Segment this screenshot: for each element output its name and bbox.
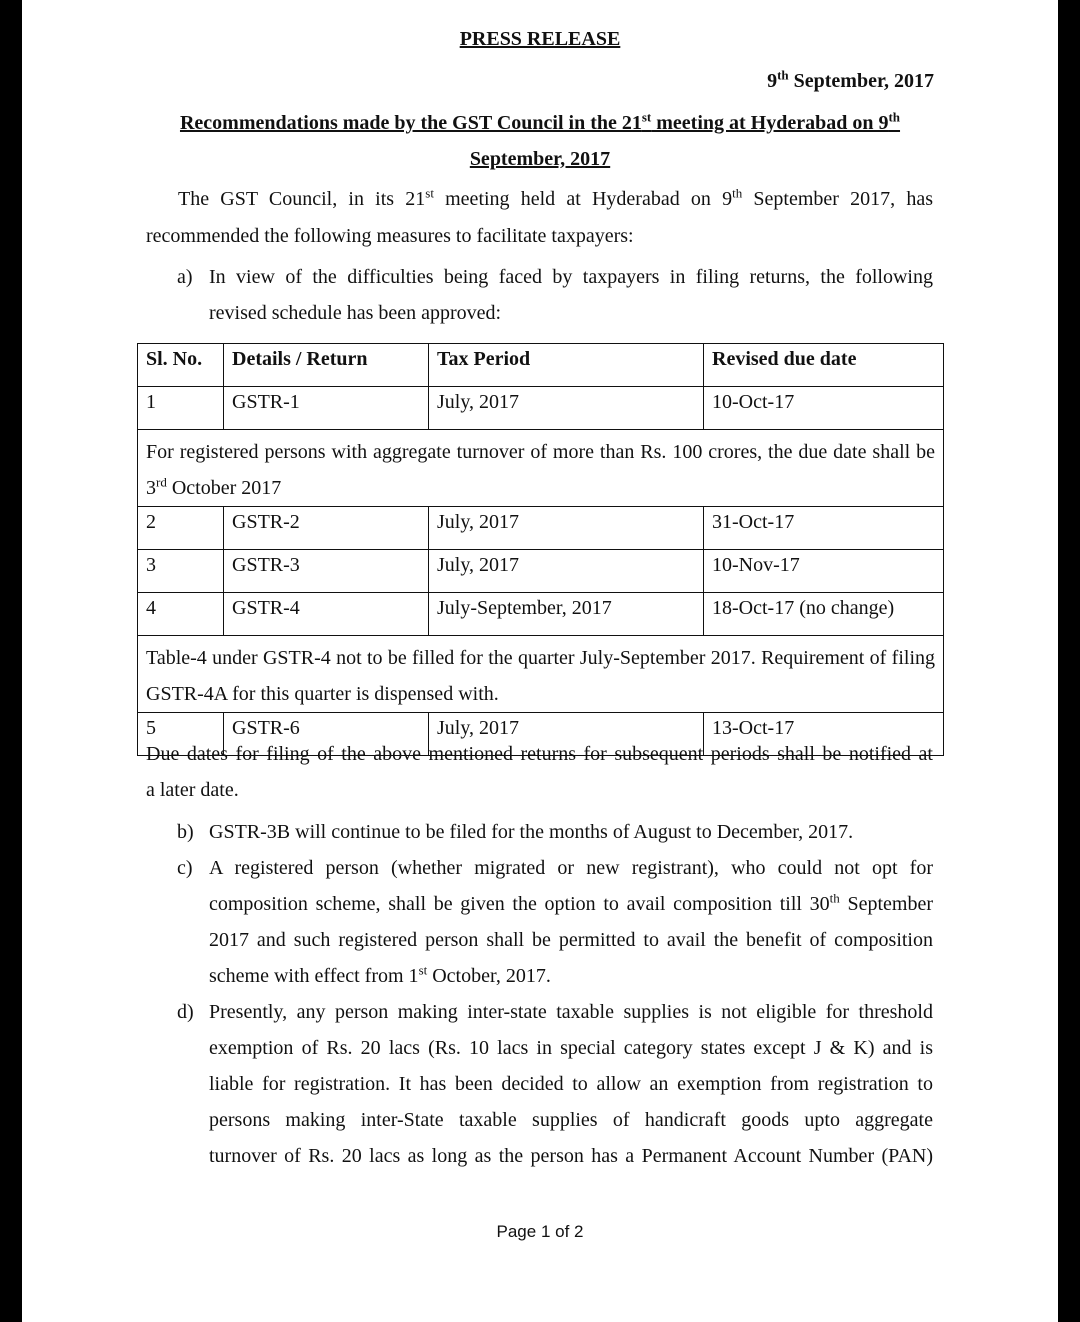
date-day: 9 — [767, 70, 778, 92]
document-page — [22, 0, 1058, 1322]
item-c-line-2 — [209, 890, 934, 916]
header-revised-due-date: Revised due date — [704, 344, 944, 387]
item-d-line-5: turnover of Rs. 20 lacs as long as the person has a Permanent Account Number (PAN) — [209, 1145, 933, 1167]
release-date — [767, 67, 934, 93]
item-c-line-1: A registered person (whether migrated or new registrant), who could not opt for — [209, 857, 933, 879]
table-row — [138, 387, 944, 430]
note-gstr1-large-turnover — [138, 430, 944, 507]
item-c-label: c) — [177, 857, 193, 879]
cell-sl-no: 1 — [138, 387, 224, 430]
heading-text: meeting at Hyderabad on 9 — [651, 112, 889, 134]
cell-tax-period: July, 2017 — [429, 713, 704, 756]
cell-sl-no: 4 — [138, 593, 224, 636]
item-d-line-3: liable for registration. It has been decided to allow an exemption from registration to — [209, 1073, 933, 1095]
cell-due-date: 13-Oct-17 — [704, 713, 944, 756]
heading-text: Recommendations made by the GST Council in the 21 — [179, 112, 642, 134]
cell-due-date: 18-Oct-17 (no change) — [704, 593, 944, 636]
revised-schedule-table — [137, 343, 944, 756]
table-note-row — [138, 636, 944, 713]
cell-return: GSTR-3 — [224, 550, 429, 593]
cell-return: GSTR-6 — [224, 713, 429, 756]
page-number: Page 1 of 2 — [496, 1222, 584, 1241]
item-c-line-3: 2017 and such registered person shall be permitted to avail the benefit of composition — [209, 929, 933, 951]
note-sup: rd — [156, 474, 167, 490]
item-c-text: composition scheme, shall be given the option to avail composition till 30 — [209, 893, 830, 915]
cell-sl-no: 3 — [138, 550, 224, 593]
table-row — [138, 507, 944, 550]
heading-sup: th — [888, 109, 901, 125]
intro-sup: st — [425, 185, 434, 201]
item-d-line-2: exemption of Rs. 20 lacs (Rs. 10 lacs in special category states except J & K) and is — [209, 1037, 933, 1059]
item-c-line-4 — [209, 962, 551, 988]
cell-tax-period: July, 2017 — [429, 387, 704, 430]
date-suffix: th — [777, 67, 789, 83]
header-sl-no: Sl. No. — [138, 344, 224, 387]
item-a-line-2: revised schedule has been approved: — [209, 302, 502, 324]
item-d-label: d) — [177, 1001, 194, 1023]
intro-text: September 2017, has — [742, 188, 933, 210]
intro-text: The GST Council, in its 21 — [178, 188, 426, 210]
note-text: For registered persons with aggregate turnover of more than Rs. 100 crores, the due date shall be 3 — [146, 441, 935, 499]
cell-tax-period: July-September, 2017 — [429, 593, 704, 636]
table-row — [138, 593, 944, 636]
cell-sl-no: 2 — [138, 507, 224, 550]
note-text: October 2017 — [166, 477, 282, 499]
item-c-text: October, 2017. — [427, 965, 551, 987]
note-gstr4-table4: Table-4 under GSTR-4 not to be filled for the quarter July-September 2017. Requirement of filing GSTR-4A for this quarter is dispensed with. — [138, 636, 944, 713]
cell-due-date: 10-Oct-17 — [704, 387, 944, 430]
cell-due-date: 31-Oct-17 — [704, 507, 944, 550]
cell-sl-no: 5 — [138, 713, 224, 756]
due-dates-note-line-1: Due dates for filing of the above mentioned returns for subsequent periods shall be notified at — [146, 743, 933, 765]
date-rest: September, 2017 — [788, 70, 934, 92]
cell-return: GSTR-2 — [224, 507, 429, 550]
intro-text: meeting held at Hyderabad on 9 — [433, 188, 733, 210]
cell-tax-period: July, 2017 — [429, 550, 704, 593]
item-c-sup: st — [418, 962, 428, 978]
item-c-text: September — [839, 893, 934, 915]
cell-return: GSTR-1 — [224, 387, 429, 430]
item-a-line-1: In view of the difficulties being faced by taxpayers in filing returns, the following — [209, 266, 933, 288]
item-a-label: a) — [177, 266, 193, 288]
heading-line-2: September, 2017 — [469, 148, 611, 170]
item-c-text: scheme with effect from 1 — [209, 965, 419, 987]
intro-sup: th — [732, 185, 743, 201]
item-d-line-4: persons making inter-State taxable supplies of handicraft goods upto aggregate — [209, 1109, 933, 1131]
item-c-sup: th — [829, 890, 840, 906]
table-note-row — [138, 430, 944, 507]
intro-line-1 — [178, 185, 933, 211]
due-dates-note-line-2: a later date. — [146, 779, 239, 801]
table-row — [138, 550, 944, 593]
cell-due-date: 10-Nov-17 — [704, 550, 944, 593]
header-tax-period: Tax Period — [429, 344, 704, 387]
heading-line-1 — [22, 109, 1058, 135]
intro-line-2: recommended the following measures to facilitate taxpayers: — [146, 225, 634, 247]
header-details-return: Details / Return — [224, 344, 429, 387]
cell-tax-period: July, 2017 — [429, 507, 704, 550]
item-d-line-1: Presently, any person making inter-state taxable supplies is not eligible for threshold — [209, 1001, 933, 1023]
item-b-label: b) — [177, 821, 194, 843]
item-b-line-1: GSTR-3B will continue to be filed for the months of August to December, 2017. — [209, 821, 854, 843]
table-header-row — [138, 344, 944, 387]
heading-sup: st — [641, 109, 652, 125]
cell-return: GSTR-4 — [224, 593, 429, 636]
document-title: PRESS RELEASE — [459, 28, 621, 50]
